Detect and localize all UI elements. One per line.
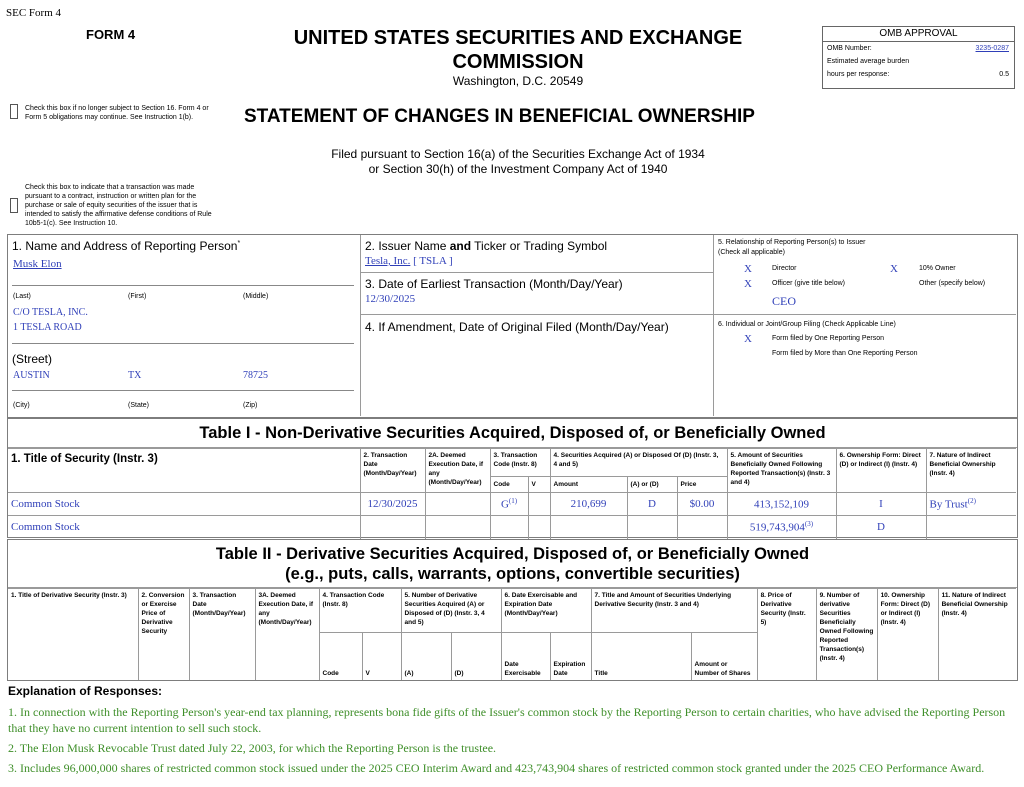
t2-col-nature: 11. Nature of Indirect Beneficial Ownership (Instr. 4) bbox=[938, 589, 1016, 680]
relationship-cell bbox=[714, 235, 1016, 315]
explanation-heading: Explanation of Responses: bbox=[8, 684, 163, 698]
t2-subcol-a: (A) bbox=[401, 633, 451, 680]
street-label: (Street) bbox=[12, 352, 53, 366]
row1-amount: 210,699 bbox=[550, 493, 627, 516]
issuer-ticker: TSLA bbox=[419, 255, 447, 267]
footnote-3: 3. Includes 96,000,000 shares of restricted common stock issued under the 2025 CEO Interim Award and 423,743,904 shares of restricted common stock granted under the 2025 CEO Performance Award. bbox=[8, 761, 985, 775]
t2-col-conversion-price: 2. Conversion or Exercise Price of Derivative Security bbox=[138, 589, 189, 680]
row1-v bbox=[528, 493, 550, 516]
director-mark: X bbox=[744, 263, 752, 275]
row1-a-or-d: D bbox=[627, 493, 677, 516]
t2-col-transaction-code: 4. Transaction Code (Instr. 8) bbox=[319, 589, 401, 633]
row2-code bbox=[490, 516, 528, 539]
row1-deemed bbox=[425, 493, 490, 516]
state-value: TX bbox=[128, 370, 142, 381]
table-1-title: Table I - Non-Derivative Securities Acquired, Disposed of, or Beneficially Owned bbox=[8, 419, 1017, 448]
relationship-box bbox=[714, 235, 1016, 416]
section16-checkbox-text: Check this box if no longer subject to Section 16. Form 4 or Form 5 obligations may continue. See Instruction 1(b). bbox=[25, 105, 209, 121]
ten-percent-mark: X bbox=[890, 263, 898, 275]
t2-subcol-date-exercisable: Date Exercisable bbox=[501, 633, 550, 680]
issuer-name-row: Tesla, Inc. [ TSLA ] bbox=[365, 255, 453, 267]
rule-10b5-1-checkbox[interactable] bbox=[10, 198, 18, 213]
row2-nature bbox=[926, 516, 1016, 539]
commission-line1: UNITED STATES SECURITIES AND EXCHANGE bbox=[293, 27, 743, 49]
filing-heading: 6. Individual or Joint/Group Filing (Check Applicable Line) bbox=[718, 321, 896, 328]
t2-col-number-owned: 9. Number of derivative Securities Beneficially Owned Following Reported Transaction(s) (Instr. 4) bbox=[816, 589, 877, 680]
earliest-date-cell bbox=[361, 273, 713, 315]
form-label: FORM 4 bbox=[86, 27, 136, 42]
subcol-code: Code bbox=[490, 477, 528, 493]
col-title-of-security: 1. Title of Security (Instr. 3) bbox=[8, 449, 360, 493]
issuer-box bbox=[361, 235, 714, 416]
col-securities-acquired: 4. Securities Acquired (A) or Disposed Of (D) (Instr. 3, 4 and 5) bbox=[550, 449, 727, 477]
city-divider bbox=[12, 390, 354, 391]
omb-number-label: OMB Number: bbox=[827, 45, 872, 52]
issuer-heading: 2. Issuer Name and Ticker or Trading Symbol bbox=[365, 239, 608, 253]
amendment-heading: 4. If Amendment, Date of Original Filed (Month/Day/Year) bbox=[365, 320, 669, 334]
row1-code: $G^{(1)}$ bbox=[490, 493, 528, 516]
subcol-price: Price bbox=[677, 477, 727, 493]
address-line1: C/O TESLA, INC. bbox=[13, 307, 88, 318]
omb-number-value[interactable]: 3235-0287 bbox=[975, 45, 1009, 52]
subcol-v: V bbox=[528, 477, 550, 493]
filed-line2: or Section 30(h) of the Investment Company Act of 1940 bbox=[368, 162, 668, 176]
row1-price: $0.00 bbox=[677, 493, 727, 516]
t2-col-exercisable: 6. Date Exercisable and Expiration Date (Month/Day/Year) bbox=[501, 589, 591, 633]
explanation-notes bbox=[8, 704, 1014, 776]
earliest-date-value: 12/30/2025 bbox=[365, 293, 416, 305]
row1-title: Common Stock bbox=[8, 493, 360, 516]
reporting-info-grid bbox=[7, 234, 1018, 418]
t2-subcol-v: V bbox=[362, 633, 401, 680]
table-row bbox=[8, 516, 1016, 539]
earliest-date-heading: 3. Date of Earliest Transaction (Month/Day/Year) bbox=[365, 277, 623, 291]
filed-pursuant bbox=[240, 147, 796, 177]
reporting-person-heading: 1. Name and Address of Reporting Person* bbox=[12, 239, 241, 253]
subcol-a-or-d: (A) or (D) bbox=[627, 477, 677, 493]
row2-amount bbox=[550, 516, 627, 539]
issuer-name-link[interactable]: Tesla, Inc. bbox=[365, 255, 411, 267]
section16-checkbox[interactable] bbox=[10, 104, 18, 119]
footnote-2-ref[interactable]: (2) bbox=[967, 497, 976, 506]
t2-subcol-d: (D) bbox=[451, 633, 501, 680]
col-transaction-code: 3. Transaction Code (Instr. 8) bbox=[490, 449, 550, 477]
middle-label: (Middle) bbox=[243, 293, 269, 300]
row2-form: D bbox=[836, 516, 926, 539]
t2-col-underlying: 7. Title and Amount of Securities Underlying Derivative Security (Instr. 3 and 4) bbox=[591, 589, 757, 633]
row2-owned: 519,743,904$^{(3)}$ bbox=[727, 516, 836, 539]
omb-hours-label: hours per response: bbox=[827, 71, 890, 78]
address-line2: 1 TESLA ROAD bbox=[13, 322, 82, 333]
commission-line2: COMMISSION bbox=[452, 51, 584, 73]
director-label: Director bbox=[772, 265, 797, 272]
ten-percent-label: 10% Owner bbox=[919, 265, 956, 272]
row2-price bbox=[677, 516, 727, 539]
officer-label: Officer (give title below) bbox=[772, 280, 846, 287]
issuer-name-cell bbox=[361, 235, 713, 273]
filed-line1: Filed pursuant to Section 16(a) of the Securities Exchange Act of 1934 bbox=[331, 147, 705, 161]
col-transaction-date: 2. Transaction Date (Month/Day/Year) bbox=[360, 449, 425, 493]
t2-subcol-expiration: Expiration Date bbox=[550, 633, 591, 680]
zip-value: 78725 bbox=[243, 370, 268, 381]
omb-burden-label: Estimated average burden bbox=[827, 58, 910, 65]
omb-approval-box bbox=[822, 26, 1015, 89]
table-2-title-line1: Table II - Derivative Securities Acquired, Disposed of, or Beneficially Owned bbox=[215, 545, 810, 563]
address-divider bbox=[12, 343, 354, 344]
relationship-subheading: (Check all applicable) bbox=[718, 249, 785, 256]
footnote-1: 1. In connection with the Reporting Person's year-end tax planning, represents bona fide gifts of the Issuer's common stock by the Reporting Person to certain charities, who have advised the Reporting Person that they have no current intention to sell such stock. bbox=[8, 705, 1006, 735]
agency-header bbox=[240, 26, 796, 88]
table-2-title-line2: (e.g., puts, calls, warrants, options, convertible securities) bbox=[285, 565, 740, 583]
rule-10b5-1-checkbox-text: Check this box to indicate that a transaction was made pursuant to a contract, instruction or written plan for the purchase or sale of equity securities of the issuer that is intended to satisfy the affirmative defense conditions of Rule 10b5-1(c). See Instruction 10. bbox=[25, 184, 212, 227]
row1-date: 12/30/2025 bbox=[360, 493, 425, 516]
row1-owned: 413,152,109 bbox=[727, 493, 836, 516]
table-1-grid bbox=[8, 448, 1016, 539]
col-deemed-date: 2A. Deemed Execution Date, if any (Month/Day/Year) bbox=[425, 449, 490, 493]
footnote-3-ref[interactable]: (3) bbox=[804, 520, 814, 529]
col-nature-ownership: 7. Nature of Indirect Beneficial Ownership (Instr. 4) bbox=[926, 449, 1016, 493]
row2-a-or-d bbox=[627, 516, 677, 539]
row2-deemed bbox=[425, 516, 490, 539]
table-2-grid bbox=[8, 588, 1016, 680]
officer-mark: X bbox=[744, 278, 752, 290]
t2-col-number-derivative: 5. Number of Derivative Securities Acquired (A) or Disposed of (D) (Instr. 3, 4 and 5) bbox=[401, 589, 501, 633]
t2-subcol-amount: Amount or Number of Shares bbox=[691, 633, 757, 680]
reporting-person-box bbox=[8, 235, 361, 416]
other-label: Other (specify below) bbox=[919, 280, 986, 287]
t2-subcol-code: Code bbox=[319, 633, 362, 680]
footnote-1-ref[interactable]: (1) bbox=[508, 497, 518, 506]
omb-hours-value: 0.5 bbox=[999, 71, 1009, 78]
filing-one-mark: X bbox=[744, 333, 752, 345]
first-label: (First) bbox=[128, 293, 147, 300]
t2-col-title: 1. Title of Derivative Security (Instr. 3) bbox=[8, 589, 138, 680]
table-2-title bbox=[8, 540, 1017, 588]
statement-title: STATEMENT OF CHANGES IN BENEFICIAL OWNERSHIP bbox=[244, 106, 755, 127]
table-2-header-row bbox=[8, 589, 1016, 633]
zip-label: (Zip) bbox=[243, 402, 258, 409]
city-label: (City) bbox=[13, 402, 30, 409]
row2-title: Common Stock bbox=[8, 516, 360, 539]
filing-one-label: Form filed by One Reporting Person bbox=[772, 335, 885, 342]
officer-title: CEO bbox=[772, 294, 796, 308]
t2-col-price: 8. Price of Derivative Security (Instr. 5) bbox=[757, 589, 816, 680]
name-divider bbox=[12, 285, 354, 286]
subcol-amount: Amount bbox=[550, 477, 627, 493]
sec-form-label: SEC Form 4 bbox=[6, 7, 62, 19]
t2-col-transaction-date: 3. Transaction Date (Month/Day/Year) bbox=[189, 589, 255, 680]
row2-date bbox=[360, 516, 425, 539]
row1-nature: By Trust$^{(2)}$ bbox=[926, 493, 1016, 516]
table-row bbox=[8, 493, 1016, 516]
t2-col-ownership-form: 10. Ownership Form: Direct (D) or Indirect (I) (Instr. 4) bbox=[877, 589, 938, 680]
col-amount-owned: 5. Amount of Securities Beneficially Owned Following Reported Transaction(s) (Instr. 3 and 4) bbox=[727, 449, 836, 493]
table-1 bbox=[7, 418, 1018, 538]
col-ownership-form: 6. Ownership Form: Direct (D) or Indirect (I) (Instr. 4) bbox=[836, 449, 926, 493]
omb-hours-row bbox=[823, 68, 1014, 82]
city-value: AUSTIN bbox=[13, 370, 50, 381]
footnote-2: 2. The Elon Musk Revocable Trust dated July 22, 2003, for which the Reporting Person is the trustee. bbox=[8, 741, 497, 755]
filing-more-label: Form filed by More than One Reporting Person bbox=[772, 350, 918, 357]
relationship-heading: 5. Relationship of Reporting Person(s) to Issuer bbox=[718, 239, 866, 246]
location: Washington, D.C. 20549 bbox=[452, 74, 584, 88]
row2-v bbox=[528, 516, 550, 539]
row1-form: I bbox=[836, 493, 926, 516]
last-label: (Last) bbox=[13, 293, 31, 300]
table-1-header-row bbox=[8, 449, 1016, 477]
table-2 bbox=[7, 539, 1018, 681]
t2-subcol-title: Title bbox=[591, 633, 691, 680]
t2-col-deemed-date: 3A. Deemed Execution Date, if any (Month/Day/Year) bbox=[255, 589, 319, 680]
state-label: (State) bbox=[128, 402, 150, 409]
reporting-person-name[interactable]: Musk Elon bbox=[13, 258, 62, 270]
omb-number-row bbox=[823, 42, 1014, 56]
omb-title: OMB APPROVAL bbox=[823, 27, 1014, 42]
